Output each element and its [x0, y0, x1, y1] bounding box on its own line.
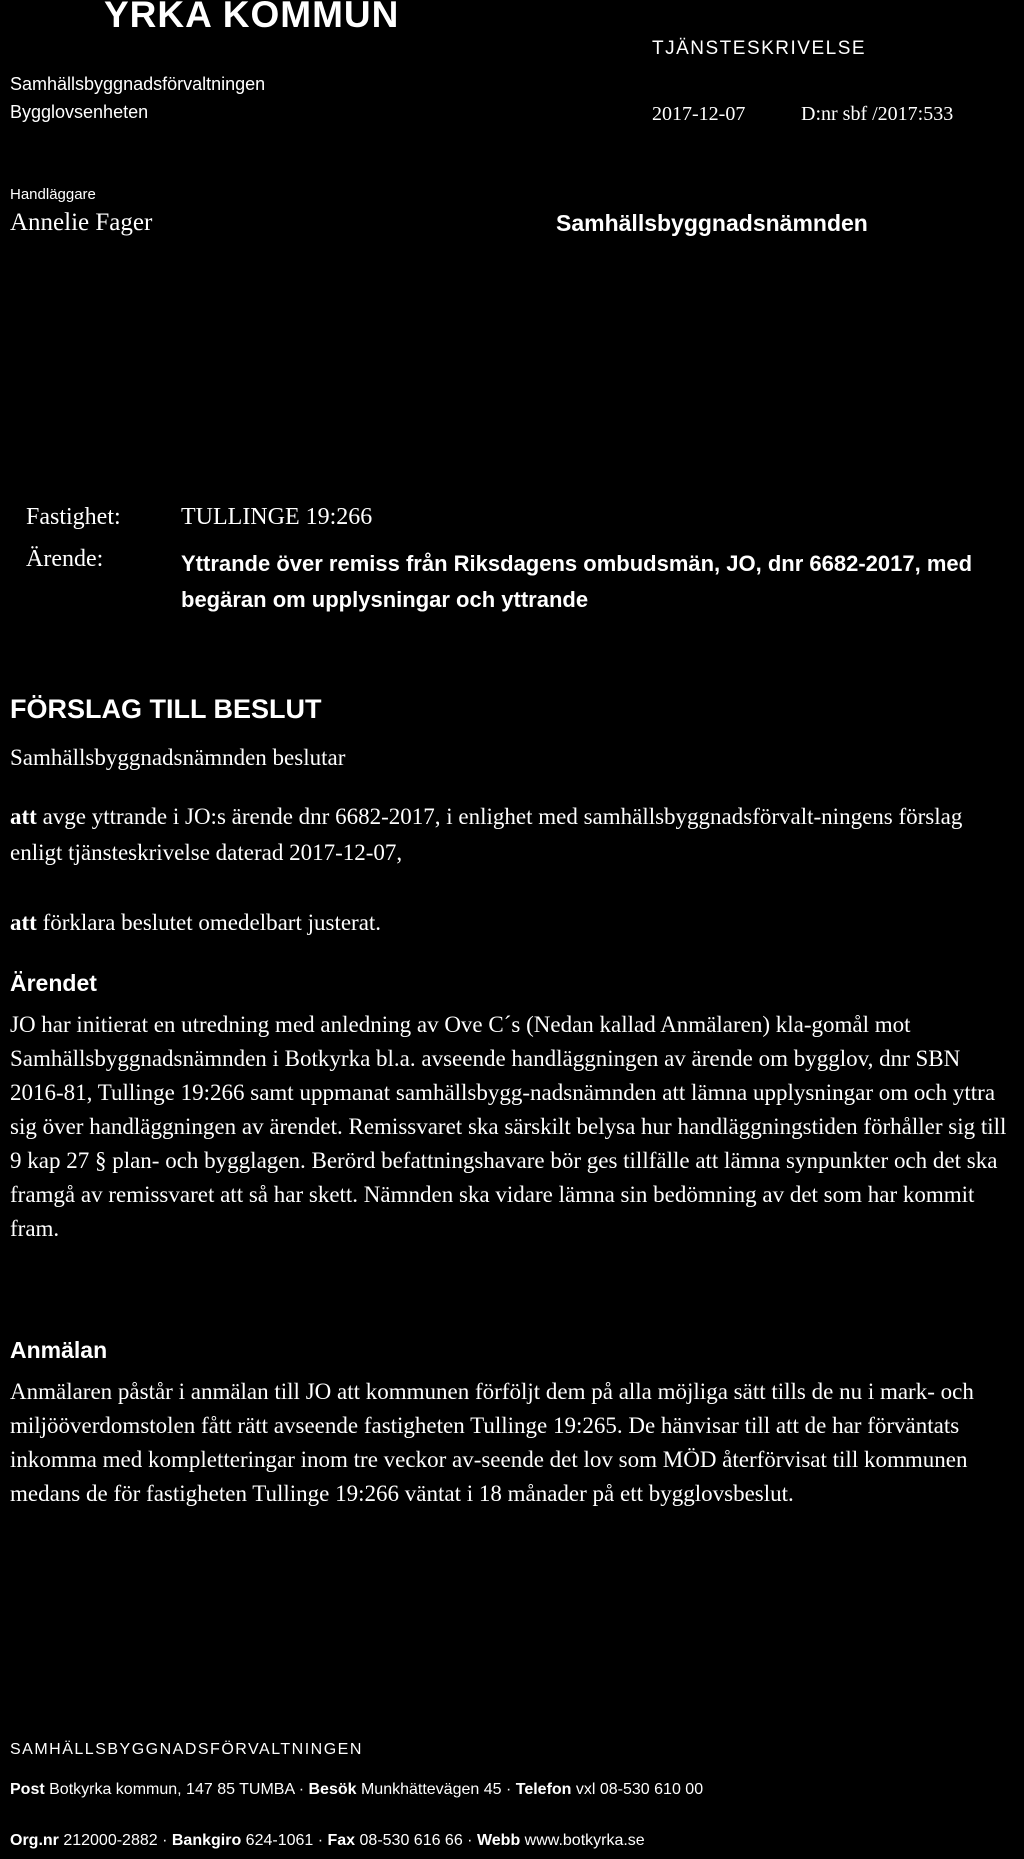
handler-name: Annelie Fager: [10, 209, 153, 236]
section-body-anmalan: Anmälaren påstår i anmälan till JO att kommunen förföljt dem på alla möjliga sätt tills de nu i mark- och miljööverdomstolen fått rätt avseende fastigheten Tullinge 19:265. De hänvisar till att de har förväntats inkomma med kompletteringar inom tre veckor av-seende det lov som MÖD återförvisat till kommunen medans de för fastigheten Tullinge 19:266 väntat i 18 månader på ett bygglovsbeslut.: [10, 1379, 974, 1506]
clause-text: förklara beslutet omedelbart justerat.: [36, 910, 382, 935]
document-type: TJÄNSTESKRIVELSE: [652, 38, 867, 59]
footer-label: Fax: [327, 1832, 356, 1849]
footer-registry-line: [10, 1832, 645, 1850]
proposal-subheading: Samhällsbyggnadsnämnden beslutar: [10, 745, 346, 770]
footer-value: 212000-2882 ·: [58, 1832, 172, 1849]
municipality-name: YRKA KOMMUN: [104, 0, 400, 35]
footer-label: Webb: [476, 1832, 521, 1849]
footer-label: Org.nr: [10, 1832, 59, 1849]
case-label: Ärende:: [26, 546, 104, 572]
footer-value: 624-1061 ·: [241, 1832, 328, 1849]
footer-contact-line: [10, 1781, 703, 1799]
footer-organization: SAMHÄLLSBYGGNADSFÖRVALTNINGEN: [10, 1741, 363, 1758]
footer-label: Telefon: [515, 1781, 572, 1798]
footer-value: Botkyrka kommun, 147 85 TUMBA ·: [44, 1781, 309, 1798]
footer-label: Bankgiro: [171, 1832, 242, 1849]
proposal-clause-1: [10, 799, 1010, 871]
section-body-arendet: JO har initierat en utredning med anledning av Ove C´s (Nedan kallad Anmälaren) kla-gomål mot Samhällsbyggnadsnämnden i Botkyrka bl.a. avseende handläggningen av ärende om bygglov, dnr SBN 2016-81, Tullinge 19:266 samt uppmanat samhällsbygg-nadsnämnden att lämna upplysningar om och yttra sig över handläggningen av ärendet. Remissvaret ska särskilt belysa hur handläggningstiden förhåller sig till 9 kap 27 § plan- och bygglagen. Berörd befattningshavare bör ges tillfälle att lämna synpunkter och det ska framgå av remissvaret att så har skett. Nämnden ska vidare lämna sin bedömning av det som har kommit fram.: [10, 1012, 1007, 1241]
case-title: Yttrande över remiss från Riksdagens ombudsmän, JO, dnr 6682-2017, med begäran om upplysningar och yttrande: [181, 551, 973, 612]
footer-website[interactable]: www.botkyrka.se: [520, 1832, 645, 1849]
footer-label: Besök: [308, 1781, 357, 1798]
footer-value: 08-530 616 66 ·: [355, 1832, 477, 1849]
handler-label: Handläggare: [10, 186, 96, 203]
section-heading-arendet: Ärendet: [10, 970, 97, 996]
unit-name: Bygglovsenheten: [10, 102, 149, 122]
footer-value: Munkhättevägen 45 ·: [356, 1781, 516, 1798]
section-heading-anmalan: Anmälan: [10, 1337, 108, 1363]
footer-value: vxl 08-530 610 00: [571, 1781, 704, 1798]
clause-text: avge yttrande i JO:s ärende dnr 6682-2017, i enlighet med samhällsbyggnadsförvalt-ningens förslag enligt tjänsteskrivelse daterad 2017-12-07,: [10, 804, 963, 865]
footer-label: Post: [10, 1781, 45, 1798]
recipient: Samhällsbyggnadsnämnden: [556, 210, 868, 236]
department-name: Samhällsbyggnadsförvaltningen: [10, 74, 266, 94]
property-label: Fastighet:: [26, 504, 121, 530]
document-number: D:nr sbf /2017:533: [801, 103, 954, 125]
property-value: TULLINGE 19:266: [181, 504, 373, 530]
proposal-clause-2: [10, 910, 381, 936]
clause-lead: att: [10, 910, 37, 935]
proposal-heading: FÖRSLAG TILL BESLUT: [10, 694, 322, 724]
document-date: 2017-12-07: [652, 103, 746, 125]
clause-lead: att: [10, 804, 37, 829]
